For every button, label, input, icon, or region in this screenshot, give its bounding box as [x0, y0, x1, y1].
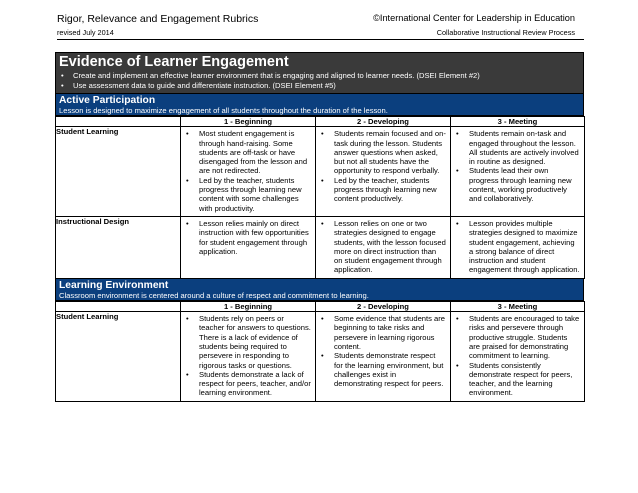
cell-bullets	[181, 217, 315, 259]
rubric-cell	[316, 216, 451, 278]
row-label: Student Learning	[56, 312, 181, 402]
cell-bullets	[451, 312, 584, 401]
level-header-row	[56, 117, 585, 127]
row-label: Student Learning	[56, 127, 181, 217]
evidence-bullet: • Use assessment data to guide and differentiate instruction. (DSEI Element #5)	[59, 81, 580, 91]
level-header-row	[56, 301, 585, 311]
cell-bullets	[451, 127, 584, 206]
cell-bullet: • Lesson relies mainly on direct instruction with few opportunities for student engagement through application.	[181, 219, 311, 256]
level-header: 2 - Developing	[316, 117, 451, 127]
cell-bullet: • Students demonstrate a lack of respect for peers, teacher, and/or learning environment.	[181, 370, 311, 398]
level-header: 1 - Beginning	[181, 117, 316, 127]
cell-bullet: • Students are encouraged to take risks and persevere through productive struggle. Students are praised for demonstrating commitment to learning.	[451, 314, 580, 360]
level-header: 1 - Beginning	[181, 301, 316, 311]
row-label: Instructional Design	[56, 216, 181, 278]
corner-cell	[56, 117, 181, 127]
evidence-bullet: • Create and implement an effective learner environment that is engaging and aligned to learner needs. (DSEI Element #2)	[59, 71, 580, 81]
level-header: 2 - Developing	[316, 301, 451, 311]
cell-bullet: • Lesson provides multiple strategies designed to maximize student engagement, achieving a strong balance of direct instruction and student engagement through application.	[451, 219, 580, 275]
rubric-table	[55, 301, 585, 402]
cell-bullet: • Students demonstrate respect for the learning environment, but challenges exist in demonstrating respect for peers.	[316, 351, 446, 388]
cell-bullet: • Some evidence that students are beginning to take risks and persevere in learning rigorous content.	[316, 314, 446, 351]
evidence-title: Evidence of Learner Engagement	[59, 54, 289, 70]
level-header: 3 - Meeting	[451, 301, 585, 311]
section-subtitle: Lesson is designed to maximize engagement of all students throughout the duration of the lesson.	[59, 106, 388, 115]
cell-bullets	[181, 312, 315, 401]
section-title: Active Participation	[59, 95, 156, 106]
cell-bullet: • Students consistently demonstrate respect for peers, teacher, and the learning environment.	[451, 361, 580, 398]
table-row	[56, 312, 585, 402]
rubric-cell	[451, 216, 585, 278]
section-band	[55, 279, 584, 301]
section-title: Learning Environment	[59, 279, 169, 291]
rubric-cell	[451, 312, 585, 402]
cell-bullets	[451, 217, 584, 278]
rubric-cell	[451, 127, 585, 217]
cell-bullet: • Led by the teacher, students progress through learning new content productively.	[316, 176, 446, 204]
evidence-band	[55, 52, 584, 94]
rubric-table	[55, 116, 585, 279]
rubric-cell	[316, 312, 451, 402]
cell-bullets	[316, 127, 450, 206]
rubric-cell	[316, 127, 451, 217]
table-row	[56, 216, 585, 278]
rubric	[55, 52, 584, 402]
corner-cell	[56, 301, 181, 311]
evidence-bullets	[59, 71, 580, 91]
rubric-sections	[55, 94, 584, 402]
cell-bullet: • Students remain focused and on-task during the lesson. Students answer questions when asked, but not all students have the opportunity to respond verbally.	[316, 129, 446, 175]
table-row	[56, 127, 585, 217]
header-rule	[57, 39, 584, 40]
cell-bullets	[181, 127, 315, 216]
level-header: 3 - Meeting	[451, 117, 585, 127]
cell-bullets	[316, 217, 450, 278]
rubric-cell	[181, 127, 316, 217]
section-subtitle: Classroom environment is centered around a culture of respect and commitment to learning.	[59, 290, 369, 300]
cell-bullet: • Most student engagement is through hand-raising. Some students are off-task or have disengaged from the lesson and are not redirected.	[181, 129, 311, 175]
cell-bullet: • Students lead their own progress through learning new content, working productively and collaboratively.	[451, 166, 580, 203]
cell-bullets	[316, 312, 450, 391]
cell-bullet: • Students remain on-task and engaged throughout the lesson. All students are actively involved in routine as designed.	[451, 129, 580, 166]
rubric-cell	[181, 216, 316, 278]
section-band	[55, 94, 584, 116]
cell-bullet: • Students rely on peers or teacher for answers to questions. There is a lack of evidence of students being required to persevere in responding to rigorous tasks or questions.	[181, 314, 311, 370]
header-copyright: ©International Center for Leadership in Education	[373, 13, 575, 23]
cell-bullet: • Led by the teacher, students progress through learning new content with some challenges with productivity.	[181, 176, 311, 213]
header-review-process: Collaborative Instructional Review Process	[436, 28, 575, 37]
rubric-cell	[181, 312, 316, 402]
header-doc-title: Rigor, Relevance and Engagement Rubrics	[57, 13, 259, 25]
cell-bullet: • Lesson relies on one or two strategies designed to engage students, with the lesson focused more on direct instruction than on student engagement through application.	[316, 219, 446, 275]
header-revised: revised July 2014	[57, 28, 114, 37]
